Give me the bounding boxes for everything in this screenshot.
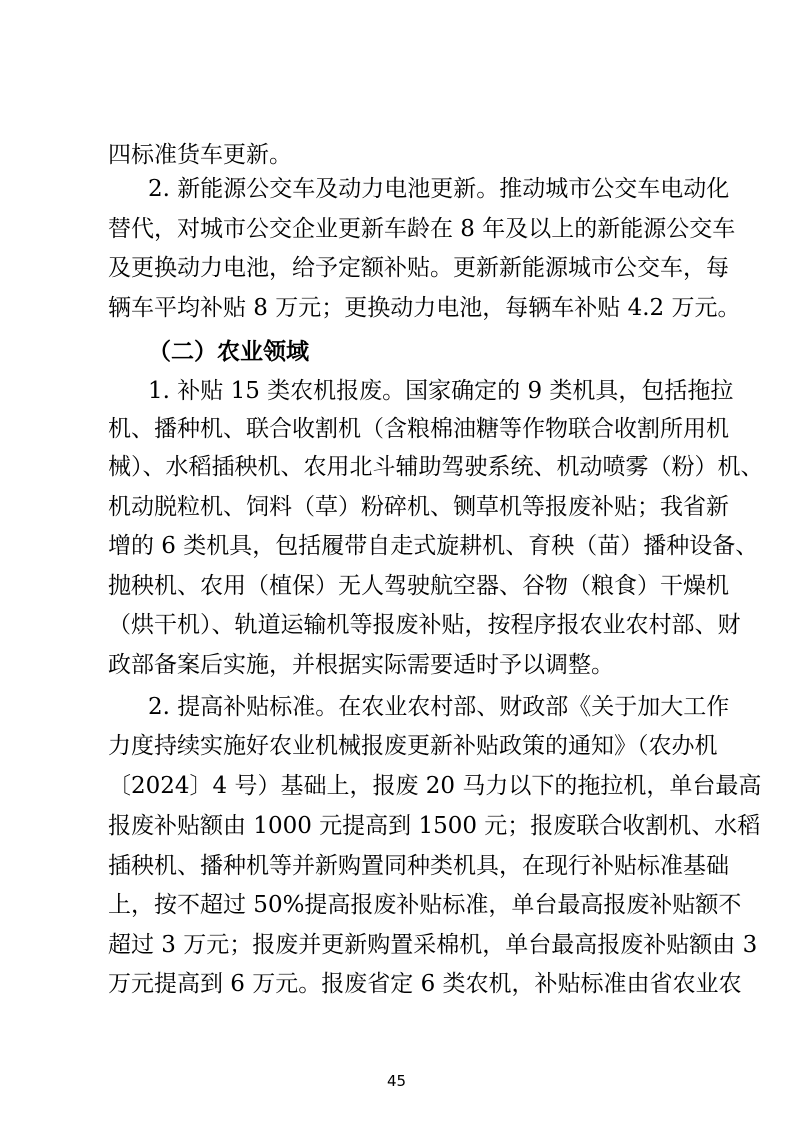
- body-text-line: 抛秧机、农用（植保）无人驾驶航空器、谷物（粮食）干燥机: [108, 573, 729, 599]
- body-text-line: 及更换动力电池，给予定额补贴。更新新能源城市公交车，每: [108, 255, 729, 281]
- body-text-line: 力度持续实施好农业机械报废更新补贴政策的通知》（农办机: [108, 733, 718, 759]
- section-heading: （二）农业领域: [148, 338, 309, 365]
- body-text-line: 替代，对城市公交企业更新车龄在 8 年及以上的新能源公交车: [108, 216, 736, 242]
- body-text-line: 机动脱粒机、饲料（草）粉碎机、铡草机等报废补贴；我省新: [108, 494, 729, 520]
- body-text-line: 增的 6 类机具，包括履带自走式旋耕机、育秧（苗）播种设备、: [108, 533, 759, 559]
- paragraph-first-line: 2. 提高补贴标准。在农业农村部、财政部《关于加大工作: [148, 694, 730, 720]
- body-text-line: 政部备案后实施，并根据实际需要适时予以调整。: [108, 652, 614, 678]
- body-text-line: 辆车平均补贴 8 万元；更换动力电池，每辆车补贴 4.2 万元。: [108, 295, 741, 321]
- body-text-line: 上，按不超过 50%提高报废补贴标准，单台最高报废补贴额不: [108, 892, 742, 918]
- body-text-line: 〔2024〕4 号）基础上，报废 20 马力以下的拖拉机，单台最高: [108, 773, 762, 799]
- paragraph-first-line: 2. 新能源公交车及动力电池更新。推动城市公交车电动化: [148, 176, 730, 202]
- body-text-line: 插秧机、播种机等并新购置同种类机具，在现行补贴标准基础: [108, 853, 729, 879]
- page-number: 45: [386, 1072, 407, 1090]
- body-text-line: （烘干机）、轨道运输机等报废补贴，按程序报农业农村部、财: [108, 612, 741, 638]
- paragraph-first-line: 1. 补贴 15 类农机报废。国家确定的 9 类机具，包括拖拉: [148, 378, 734, 404]
- body-text-line: 报废补贴额由 1000 元提高到 1500 元；报废联合收割机、水稻: [108, 813, 761, 839]
- body-text-line: 万元提高到 6 万元。报废省定 6 类农机，补贴标准由省农业农: [108, 971, 742, 997]
- body-text-line: 械）、水稻插秧机、农用北斗辅助驾驶系统、机动喷雾（粉）机、: [108, 454, 764, 480]
- body-text-line: 四标准货车更新。: [108, 142, 292, 168]
- body-text-line: 机、播种机、联合收割机（含粮棉油糖等作物联合收割所用机: [108, 416, 729, 442]
- body-text-line: 超过 3 万元；报废并更新购置采棉机，单台最高报废补贴额由 3: [108, 932, 758, 958]
